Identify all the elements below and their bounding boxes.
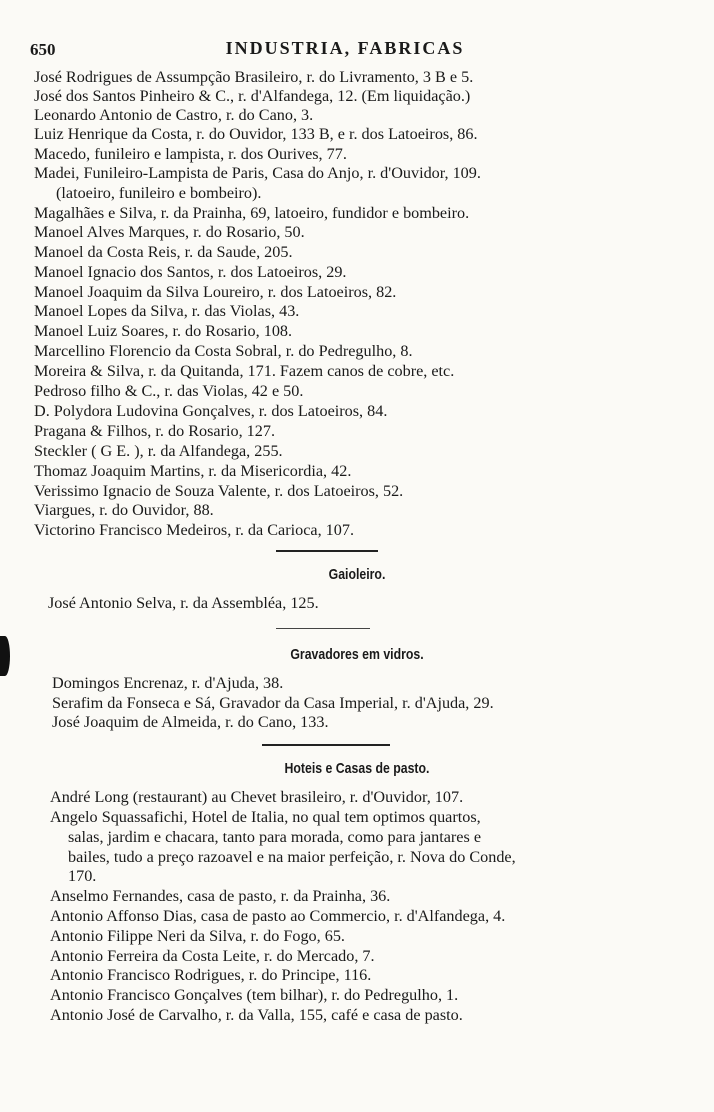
list-item: André Long (restaurant) au Chevet brasileiro, r. d'Ouvidor, 107. [50,788,464,806]
list-item: Pragana & Filhos, r. do Rosario, 127. [34,422,276,440]
list-item: Marcellino Florencio da Costa Sobral, r. do Pedregulho, 8. [34,342,413,360]
section-title-hoteis: Hoteis e Casas de pasto. [284,760,430,777]
list-item: Anselmo Fernandes, casa de pasto, r. da Prainha, 36. [50,887,391,905]
running-head: INDUSTRIA, FABRICAS [225,38,465,58]
margin-ink-mark [0,636,10,676]
list-item-continuation: 170. [68,867,97,885]
list-item: Antonio Ferreira da Costa Leite, r. do Mercado, 7. [50,947,375,965]
list-item: Antonio Affonso Dias, casa de pasto ao Commercio, r. d'Alfandega, 4. [50,907,506,925]
list-item: D. Polydora Ludovina Gonçalves, r. dos Latoeiros, 84. [34,402,388,420]
list-item: Steckler ( G E. ), r. da Alfandega, 255. [34,442,283,460]
list-item: Madei, Funileiro-Lampista de Paris, Casa do Anjo, r. d'Ouvidor, 109. [34,164,481,182]
list-item: Moreira & Silva, r. da Quitanda, 171. Fazem canos de cobre, etc. [34,362,455,380]
list-item: Thomaz Joaquim Martins, r. da Misericordia, 42. [34,462,352,480]
list-item: Viargues, r. do Ouvidor, 88. [34,501,214,519]
section-divider [276,628,370,629]
page-number: 650 [30,40,56,59]
section-divider [262,744,390,746]
list-item: Manoel Lopes da Silva, r. das Violas, 43. [34,302,300,320]
list-item: Leonardo Antonio de Castro, r. do Cano, 3. [34,106,314,124]
list-item: Magalhães e Silva, r. da Prainha, 69, latoeiro, fundidor e bombeiro. [34,204,470,222]
list-item-continuation: salas, jardim e chacara, tanto para morada, como para jantares e [68,828,482,846]
list-item-continuation: (latoeiro, funileiro e bombeiro). [56,184,262,202]
list-item: José Joaquim de Almeida, r. do Cano, 133. [52,713,329,731]
list-item: José Antonio Selva, r. da Assembléa, 125. [48,594,319,612]
list-item: Angelo Squassafichi, Hotel de Italia, no qual tem optimos quartos, [50,808,481,826]
list-item: Pedroso filho & C., r. das Violas, 42 e 50. [34,382,304,400]
list-item: José Rodrigues de Assumpção Brasileiro, r. do Livramento, 3 B e 5. [34,68,474,86]
list-item: Manoel Joaquim da Silva Loureiro, r. dos Latoeiros, 82. [34,283,397,301]
list-item: Manoel da Costa Reis, r. da Saude, 205. [34,243,293,261]
section-divider [276,550,378,552]
list-item: Antonio Filippe Neri da Silva, r. do Fogo, 65. [50,927,345,945]
list-item: Antonio Francisco Gonçalves (tem bilhar), r. do Pedregulho, 1. [50,986,459,1004]
list-item: Luiz Henrique da Costa, r. do Ouvidor, 133 B, e r. dos Latoeiros, 86. [34,125,478,143]
list-item: Macedo, funileiro e lampista, r. dos Ourives, 77. [34,145,347,163]
list-item: Serafim da Fonseca e Sá, Gravador da Casa Imperial, r. d'Ajuda, 29. [52,694,494,712]
section-title-gaioleiro: Gaioleiro. [328,566,386,583]
list-item: Domingos Encrenaz, r. d'Ajuda, 38. [52,674,284,692]
list-item: Manoel Alves Marques, r. do Rosario, 50. [34,223,305,241]
list-item: Antonio Francisco Rodrigues, r. do Principe, 116. [50,966,372,984]
page-header [30,38,680,62]
list-item: Manoel Luiz Soares, r. do Rosario, 108. [34,322,293,340]
list-item: Verissimo Ignacio de Souza Valente, r. dos Latoeiros, 52. [34,482,404,500]
section-title-gravadores: Gravadores em vidros. [290,646,424,663]
list-item: Antonio José de Carvalho, r. da Valla, 155, café e casa de pasto. [50,1006,463,1024]
list-item: José dos Santos Pinheiro & C., r. d'Alfandega, 12. (Em liquidação.) [34,87,471,105]
list-item-continuation: bailes, tudo a preço razoavel e na maior perfeição, r. Nova do Conde, [68,848,516,866]
list-item: Manoel Ignacio dos Santos, r. dos Latoeiros, 29. [34,263,347,281]
list-item: Victorino Francisco Medeiros, r. da Carioca, 107. [34,521,354,539]
